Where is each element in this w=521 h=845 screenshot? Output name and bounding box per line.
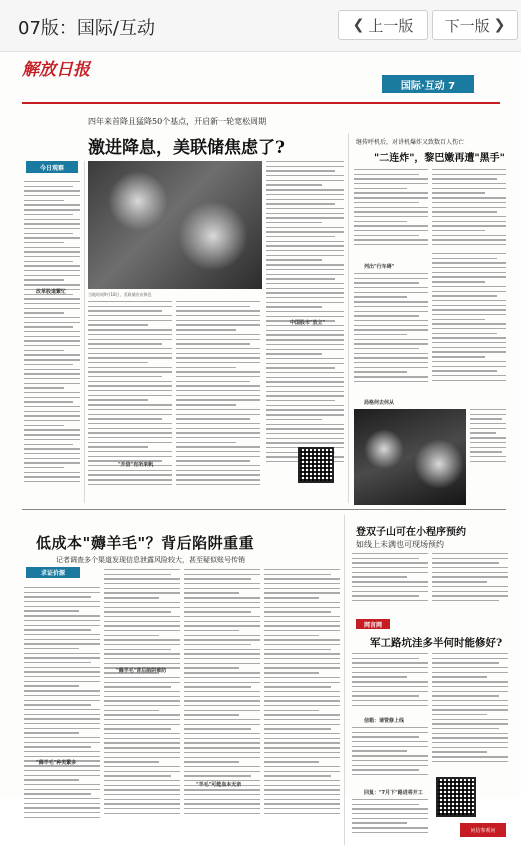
prev-page-label: 上一版 bbox=[368, 16, 414, 35]
fed-column-2 bbox=[88, 301, 172, 503]
forum-subhead-1: 信箱：请管修上线 bbox=[364, 718, 405, 724]
fed-headline: 激进降息，美联储焦虑了? bbox=[88, 138, 285, 158]
scam-subhead-1: "薅羊毛"种类繁多 bbox=[36, 760, 77, 766]
forum-box-title: 网言网 bbox=[356, 619, 390, 629]
forum-column-1 bbox=[352, 653, 428, 715]
scam-column-2 bbox=[104, 569, 180, 845]
forum-subhead-2: 回复："7月下"路进将开工 bbox=[364, 790, 423, 796]
hezbollah-kicker: 继传呼机后，对讲机爆炸又致数百人伤亡 bbox=[356, 139, 465, 146]
forum-headline: 军工路坑洼多半何时能修好? bbox=[370, 637, 503, 649]
newspaper-logo: 解放日报 bbox=[22, 60, 90, 80]
fed-column-3 bbox=[176, 301, 260, 503]
reservation-subtitle: 如线上未满也可现场预约 bbox=[356, 540, 444, 549]
fed-column-1 bbox=[24, 181, 80, 503]
scam-column-1 bbox=[24, 587, 100, 845]
column-divider bbox=[348, 133, 349, 503]
forum-column-3 bbox=[352, 799, 428, 843]
edition-label: 07版：国际/互动 bbox=[18, 18, 155, 39]
chevron-right-icon: ❯ bbox=[493, 17, 506, 33]
scam-subhead-2: "薅羊毛"背后陷阱难防 bbox=[116, 668, 167, 674]
hezbollah-column-3 bbox=[354, 273, 428, 391]
chevron-left-icon: ❮ bbox=[352, 17, 365, 33]
hezbollah-column-2 bbox=[432, 169, 506, 253]
newspaper-page[interactable] bbox=[0, 53, 521, 834]
hezbollah-column-1 bbox=[354, 169, 428, 253]
fed-subhead-1: 中国股市"放立" bbox=[290, 320, 326, 326]
reservation-column-2 bbox=[432, 553, 508, 609]
scam-headline: 低成本"薅羊毛"？背后陷阱重重 bbox=[36, 534, 255, 552]
fed-kicker: 四年来首降且猛降50个基点，开启新一轮宽松周期 bbox=[88, 117, 267, 126]
section-divider bbox=[22, 509, 506, 510]
qr-code bbox=[436, 777, 476, 817]
fed-photo bbox=[88, 161, 262, 289]
forum-column-2 bbox=[352, 727, 428, 785]
scam-subhead-3: "羊毛"可能血本无亲 bbox=[196, 782, 242, 788]
next-page-label: 下一版 bbox=[444, 16, 490, 35]
fed-subhead-3: 改革股道繁忙 bbox=[36, 289, 67, 295]
reservation-headline: 登双子山可在小程序预约 bbox=[356, 527, 466, 538]
hezbollah-subhead-2: 局格何去何从 bbox=[364, 400, 395, 406]
scam-subtitle: 记者调查多个渠道发现信息泄露风险较大，甚至疑似账号传销 bbox=[56, 556, 245, 564]
hezbollah-photo bbox=[354, 409, 466, 505]
forum-stamp: 问信参观问 bbox=[460, 823, 506, 837]
prev-page-button[interactable] bbox=[338, 10, 428, 40]
forum-column-4 bbox=[432, 653, 508, 771]
column-divider bbox=[344, 515, 345, 845]
hezbollah-caption-column bbox=[470, 409, 506, 505]
next-page-button[interactable] bbox=[432, 10, 518, 40]
section-badge: 国际·互动 7 bbox=[382, 75, 474, 93]
fed-subhead-2: "开倍"有所来帆 bbox=[118, 462, 154, 468]
qr-code bbox=[298, 447, 334, 483]
edition-toolbar bbox=[0, 0, 521, 52]
hezbollah-subhead-1: 列出"行车碍" bbox=[364, 264, 395, 270]
hezbollah-column-4 bbox=[432, 253, 506, 391]
hezbollah-headline: "二连炸"，黎巴嫩再遭"黑手" bbox=[374, 153, 505, 164]
column-divider bbox=[84, 161, 85, 503]
scam-column-3 bbox=[184, 569, 260, 845]
reservation-column-1 bbox=[352, 553, 428, 609]
scam-box-title: 求证价源 bbox=[26, 567, 80, 578]
scam-column-4 bbox=[264, 569, 340, 845]
fed-photo-caption: 当地时间9月18日，美联储宣布降息 bbox=[88, 292, 152, 297]
fed-box-title: 今日观察 bbox=[26, 161, 78, 173]
